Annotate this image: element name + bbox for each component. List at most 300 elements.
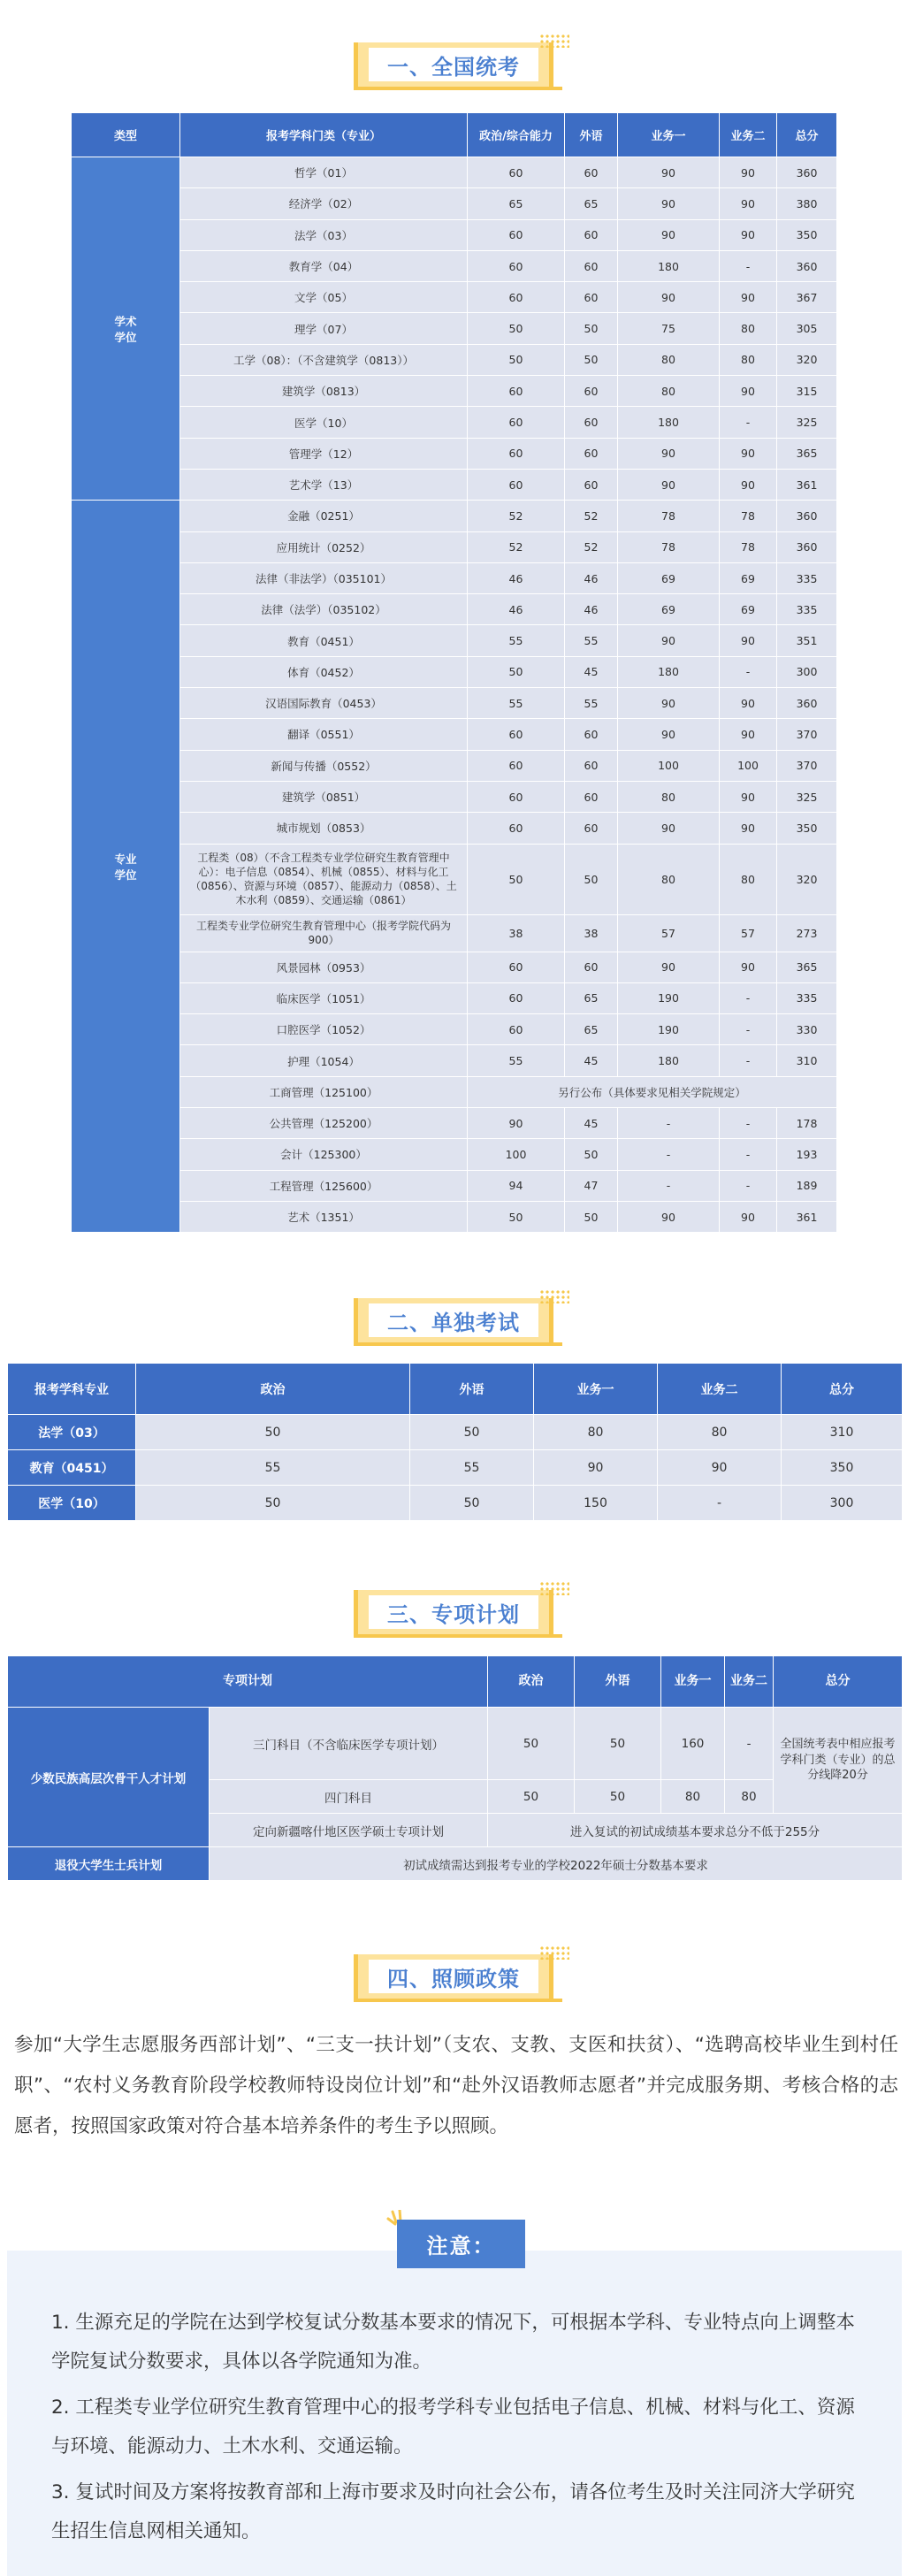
category-professional: 专业 学位 bbox=[72, 501, 180, 1233]
table-row bbox=[72, 407, 837, 438]
decor-dots-icon bbox=[539, 1581, 569, 1595]
table-cell: 60 bbox=[468, 952, 565, 982]
table-cell: 60 bbox=[565, 219, 618, 250]
table-cell: 94 bbox=[468, 1170, 565, 1201]
table-cell: 艺术学（13） bbox=[180, 469, 468, 500]
table-row bbox=[72, 594, 837, 625]
table-cell: 艺术（1351） bbox=[180, 1201, 468, 1232]
col-header: 专项计划 bbox=[8, 1656, 488, 1708]
table-cell: 330 bbox=[777, 1014, 837, 1045]
table-cell: 370 bbox=[777, 750, 837, 781]
table-cell: 325 bbox=[777, 781, 837, 812]
table-cell: 90 bbox=[720, 625, 777, 656]
table-cell: 78 bbox=[720, 501, 777, 531]
table-cell: 口腔医学（1052） bbox=[180, 1014, 468, 1045]
table-cell: 工商管理（125100） bbox=[180, 1076, 468, 1107]
table-cell: 60 bbox=[565, 750, 618, 781]
table-cell: 78 bbox=[618, 501, 720, 531]
section-title-special bbox=[354, 1581, 562, 1638]
table-cell: 310 bbox=[782, 1415, 903, 1450]
table-cell: 60 bbox=[468, 219, 565, 250]
table-cell: 300 bbox=[777, 656, 837, 687]
table-cell: - bbox=[720, 407, 777, 438]
table-cell: 55 bbox=[410, 1450, 534, 1486]
table-cell: 45 bbox=[565, 1045, 618, 1076]
table-row bbox=[72, 688, 837, 719]
table-cell: 50 bbox=[575, 1708, 661, 1780]
table-cell: 50 bbox=[565, 313, 618, 344]
table-cell: 46 bbox=[565, 594, 618, 625]
table-cell: 60 bbox=[468, 250, 565, 281]
table-cell: 380 bbox=[777, 188, 837, 219]
table-cell: 273 bbox=[777, 914, 837, 952]
table-cell: 60 bbox=[565, 719, 618, 750]
table-cell: 90 bbox=[618, 688, 720, 719]
table-cell: 315 bbox=[777, 376, 837, 407]
table-cell: 80 bbox=[720, 313, 777, 344]
table-cell: 体育（0452） bbox=[180, 656, 468, 687]
table-cell: 80 bbox=[618, 781, 720, 812]
table-cell: 55 bbox=[468, 688, 565, 719]
table-cell: 管理学（12） bbox=[180, 438, 468, 469]
table-cell: 工程管理（125600） bbox=[180, 1170, 468, 1201]
table-cell: - bbox=[720, 1170, 777, 1201]
table-cell: 教育学（04） bbox=[180, 250, 468, 281]
table-cell: 350 bbox=[777, 219, 837, 250]
table-cell: 应用统计（0252） bbox=[180, 531, 468, 562]
table-cell: 90 bbox=[720, 688, 777, 719]
col-header: 政治 bbox=[488, 1656, 575, 1708]
table-row bbox=[72, 1139, 837, 1170]
table-cell: 69 bbox=[720, 562, 777, 593]
col-header: 类型 bbox=[72, 113, 180, 157]
table-cell: 160 bbox=[661, 1708, 725, 1780]
decor-dots-icon bbox=[539, 1289, 569, 1303]
table-cell: 100 bbox=[468, 1139, 565, 1170]
table-cell: 全国统考表中相应报考学科门类（专业）的总分线降20分 bbox=[774, 1708, 903, 1814]
section-title-text: 二、单独考试 bbox=[369, 1303, 538, 1337]
table-cell: 90 bbox=[720, 188, 777, 219]
table-cell: 60 bbox=[565, 282, 618, 313]
table-cell: 90 bbox=[618, 219, 720, 250]
table-cell: 360 bbox=[777, 531, 837, 562]
table-cell: 60 bbox=[468, 1014, 565, 1045]
table-cell: 50 bbox=[565, 844, 618, 914]
table-cell: 55 bbox=[468, 625, 565, 656]
table-cell: 四门科目 bbox=[210, 1780, 488, 1814]
table-row bbox=[72, 157, 837, 188]
table-cell: 350 bbox=[782, 1450, 903, 1486]
table-row bbox=[72, 344, 837, 375]
special-plan-table bbox=[7, 1655, 903, 1881]
table-cell: 60 bbox=[468, 982, 565, 1013]
table-cell: 理学（07） bbox=[180, 313, 468, 344]
table-cell: 90 bbox=[720, 813, 777, 844]
table-cell: 90 bbox=[534, 1450, 658, 1486]
table-cell: 工学（08）：（不含建筑学（0813）） bbox=[180, 344, 468, 375]
table-cell: 进入复试的初试成绩基本要求总分不低于255分 bbox=[488, 1814, 903, 1847]
table-cell: 金融（0251） bbox=[180, 501, 468, 531]
table-cell: 90 bbox=[618, 813, 720, 844]
table-cell: 190 bbox=[618, 982, 720, 1013]
table-cell: 50 bbox=[468, 844, 565, 914]
table-cell: - bbox=[618, 1139, 720, 1170]
table-row bbox=[72, 188, 837, 219]
note-item: 2. 工程类专业学位研究生教育管理中心的报考学科专业包括电子信息、机械、材料与化工、资源与环境、能源动力、土木水利、交通运输。 bbox=[51, 2396, 855, 2458]
table-cell: 90 bbox=[618, 157, 720, 188]
table-cell: 65 bbox=[565, 982, 618, 1013]
table-row bbox=[72, 719, 837, 750]
table-cell: 90 bbox=[720, 282, 777, 313]
table-cell: 300 bbox=[782, 1486, 903, 1521]
table-cell: 50 bbox=[410, 1486, 534, 1521]
decor-dots-icon bbox=[539, 1945, 569, 1960]
table-cell: 90 bbox=[720, 219, 777, 250]
table-row bbox=[72, 250, 837, 281]
table-cell: 90 bbox=[720, 438, 777, 469]
table-cell: - bbox=[720, 1045, 777, 1076]
table-cell: 定向新疆喀什地区医学硕士专项计划 bbox=[210, 1814, 488, 1847]
table-cell: 100 bbox=[618, 750, 720, 781]
table-cell: 60 bbox=[468, 407, 565, 438]
table-cell: 60 bbox=[468, 750, 565, 781]
table-cell: 57 bbox=[720, 914, 777, 952]
table-cell: - bbox=[720, 1139, 777, 1170]
section-title-text: 四、照顾政策 bbox=[369, 1960, 538, 1993]
table-cell: 180 bbox=[618, 250, 720, 281]
table-cell: 法律（非法学）（035101） bbox=[180, 562, 468, 593]
table-cell: 90 bbox=[618, 438, 720, 469]
table-cell: 320 bbox=[777, 844, 837, 914]
section-title-national bbox=[354, 34, 562, 90]
table-cell: 哲学（01） bbox=[180, 157, 468, 188]
table-cell: 50 bbox=[468, 313, 565, 344]
table-row bbox=[72, 781, 837, 812]
table-cell: 55 bbox=[136, 1450, 410, 1486]
table-cell: 60 bbox=[565, 469, 618, 500]
table-cell: 305 bbox=[777, 313, 837, 344]
table-cell: - bbox=[618, 1170, 720, 1201]
table-cell: 90 bbox=[720, 719, 777, 750]
table-cell: 360 bbox=[777, 250, 837, 281]
table-cell: 80 bbox=[618, 376, 720, 407]
table-cell: 310 bbox=[777, 1045, 837, 1076]
table-header-row bbox=[72, 113, 837, 157]
table-cell: 教育（0451） bbox=[8, 1450, 136, 1486]
table-row bbox=[8, 1708, 903, 1780]
col-header: 外语 bbox=[575, 1656, 661, 1708]
table-cell: 50 bbox=[488, 1780, 575, 1814]
table-row bbox=[8, 1450, 903, 1486]
table-cell: 320 bbox=[777, 344, 837, 375]
col-header: 业务一 bbox=[534, 1364, 658, 1415]
table-header-row bbox=[8, 1656, 903, 1708]
table-cell: 80 bbox=[618, 844, 720, 914]
table-cell: 65 bbox=[565, 1014, 618, 1045]
table-cell: 189 bbox=[777, 1170, 837, 1201]
table-row bbox=[72, 656, 837, 687]
col-header: 业务二 bbox=[658, 1364, 782, 1415]
table-cell: 60 bbox=[565, 157, 618, 188]
section-title-text: 三、专项计划 bbox=[369, 1595, 538, 1629]
table-row bbox=[72, 1076, 837, 1107]
table-cell: 350 bbox=[777, 813, 837, 844]
table-cell: 60 bbox=[565, 250, 618, 281]
table-row bbox=[72, 531, 837, 562]
table-row bbox=[72, 438, 837, 469]
table-cell: 45 bbox=[565, 656, 618, 687]
table-cell: 会计（125300） bbox=[180, 1139, 468, 1170]
table-cell: - bbox=[720, 1014, 777, 1045]
table-cell: 69 bbox=[618, 562, 720, 593]
table-cell: 52 bbox=[468, 531, 565, 562]
table-cell: 361 bbox=[777, 469, 837, 500]
table-cell: 初试成绩需达到报考专业的学校2022年硕士分数基本要求 bbox=[210, 1847, 903, 1881]
table-cell: 46 bbox=[468, 562, 565, 593]
table-cell: 50 bbox=[565, 1201, 618, 1232]
table-cell: 52 bbox=[565, 501, 618, 531]
table-row bbox=[72, 813, 837, 844]
table-cell: 55 bbox=[565, 688, 618, 719]
table-cell: 178 bbox=[777, 1108, 837, 1139]
note-item: 1. 生源充足的学院在达到学校复试分数基本要求的情况下，可根据本学科、专业特点向上调整本学院复试分数要求，具体以各学院通知为准。 bbox=[51, 2312, 855, 2373]
table-cell: 351 bbox=[777, 625, 837, 656]
row-label: 少数民族高层次骨干人才计划 bbox=[8, 1708, 210, 1847]
national-exam-table bbox=[71, 112, 837, 1233]
table-cell: 180 bbox=[618, 407, 720, 438]
table-cell: 50 bbox=[468, 344, 565, 375]
table-cell: - bbox=[725, 1708, 774, 1780]
table-cell: 80 bbox=[658, 1415, 782, 1450]
col-header: 政治/综合能力 bbox=[468, 113, 565, 157]
table-row bbox=[72, 1170, 837, 1201]
table-cell: 60 bbox=[468, 282, 565, 313]
col-header: 业务二 bbox=[720, 113, 777, 157]
table-cell: 60 bbox=[565, 438, 618, 469]
table-cell: 360 bbox=[777, 688, 837, 719]
table-cell: 50 bbox=[136, 1486, 410, 1521]
table-cell: 医学（10） bbox=[180, 407, 468, 438]
table-cell: 法学（03） bbox=[180, 219, 468, 250]
table-cell: 90 bbox=[720, 781, 777, 812]
table-row bbox=[72, 982, 837, 1013]
table-row bbox=[72, 376, 837, 407]
table-cell: 335 bbox=[777, 594, 837, 625]
table-cell: - bbox=[720, 656, 777, 687]
table-cell: 360 bbox=[777, 501, 837, 531]
table-cell: 325 bbox=[777, 407, 837, 438]
table-cell: 90 bbox=[658, 1450, 782, 1486]
category-academic: 学术 学位 bbox=[72, 157, 180, 501]
col-header: 总分 bbox=[777, 113, 837, 157]
table-row bbox=[72, 313, 837, 344]
table-cell: 90 bbox=[720, 157, 777, 188]
table-cell: 60 bbox=[468, 719, 565, 750]
table-cell: 100 bbox=[720, 750, 777, 781]
table-row bbox=[72, 844, 837, 914]
col-header: 报考学科门类（专业） bbox=[180, 113, 468, 157]
table-cell: 汉语国际教育（0453） bbox=[180, 688, 468, 719]
table-cell: 90 bbox=[618, 952, 720, 982]
table-cell: 180 bbox=[618, 1045, 720, 1076]
table-cell: 工程类专业学位研究生教育管理中心（报考学院代码为900） bbox=[180, 914, 468, 952]
table-cell: 50 bbox=[468, 1201, 565, 1232]
table-cell: 370 bbox=[777, 719, 837, 750]
table-cell: 50 bbox=[488, 1708, 575, 1780]
table-cell: 90 bbox=[618, 1201, 720, 1232]
table-cell: - bbox=[720, 1108, 777, 1139]
table-header-row bbox=[8, 1364, 903, 1415]
table-cell: - bbox=[658, 1486, 782, 1521]
col-header: 业务一 bbox=[661, 1656, 725, 1708]
table-cell: 50 bbox=[565, 1139, 618, 1170]
table-cell: 80 bbox=[725, 1780, 774, 1814]
table-cell: 60 bbox=[565, 407, 618, 438]
table-cell: 公共管理（125200） bbox=[180, 1108, 468, 1139]
table-row bbox=[72, 1045, 837, 1076]
table-cell: 57 bbox=[618, 914, 720, 952]
table-cell: 69 bbox=[720, 594, 777, 625]
table-cell: 60 bbox=[468, 157, 565, 188]
table-cell: 75 bbox=[618, 313, 720, 344]
table-cell: 47 bbox=[565, 1170, 618, 1201]
table-cell: 工程类（08）（不含工程类专业学位研究生教育管理中心）：电子信息（0854）、机械（0855）、材料与化工（0856）、资源与环境（0857）、能源动力（0858）、土木水利（0859）、交通运输（0861） bbox=[180, 844, 468, 914]
table-cell: 193 bbox=[777, 1139, 837, 1170]
table-cell: 90 bbox=[618, 719, 720, 750]
table-cell: 60 bbox=[565, 813, 618, 844]
table-cell: 46 bbox=[468, 594, 565, 625]
table-cell: 90 bbox=[618, 188, 720, 219]
table-cell: 65 bbox=[565, 188, 618, 219]
table-cell: 60 bbox=[565, 952, 618, 982]
table-row bbox=[72, 1201, 837, 1232]
notes-list bbox=[51, 2304, 874, 2558]
table-cell: 80 bbox=[534, 1415, 658, 1450]
table-cell: 60 bbox=[468, 781, 565, 812]
col-header: 报考学科专业 bbox=[8, 1364, 136, 1415]
table-cell: 三门科目（不含临床医学专项计划） bbox=[210, 1708, 488, 1780]
table-cell: 55 bbox=[468, 1045, 565, 1076]
table-cell: 55 bbox=[565, 625, 618, 656]
table-cell: 90 bbox=[720, 1201, 777, 1232]
section-title-separate bbox=[354, 1289, 562, 1346]
table-cell: 80 bbox=[618, 344, 720, 375]
decor-dots-icon bbox=[539, 34, 569, 48]
col-header: 业务二 bbox=[725, 1656, 774, 1708]
table-cell: - bbox=[618, 1108, 720, 1139]
table-cell: 60 bbox=[565, 781, 618, 812]
table-cell: 90 bbox=[720, 952, 777, 982]
policy-text: 参加“大学生志愿服务西部计划”、“三支一扶计划”（支农、支教、支医和扶贫）、“选聘高校毕业生到村任职”、“农村义务教育阶段学校教师特设岗位计划”和“赴外汉语教师志愿者”并完成服务期、考核合格的志愿者，按照国家政策对符合基本培养条件的考生予以照顾。 bbox=[14, 2034, 898, 2137]
table-cell: 80 bbox=[720, 344, 777, 375]
table-cell: 50 bbox=[410, 1415, 534, 1450]
table-cell: 法学（03） bbox=[8, 1415, 136, 1450]
table-cell: 180 bbox=[618, 656, 720, 687]
notes-title: 注意： bbox=[397, 2220, 525, 2268]
table-cell: 50 bbox=[468, 656, 565, 687]
table-cell: 60 bbox=[468, 438, 565, 469]
table-cell: 法律（法学）（035102） bbox=[180, 594, 468, 625]
table-cell: 52 bbox=[468, 501, 565, 531]
table-row bbox=[72, 750, 837, 781]
col-header: 业务一 bbox=[618, 113, 720, 157]
table-cell: 临床医学（1051） bbox=[180, 982, 468, 1013]
table-row bbox=[72, 625, 837, 656]
table-cell: 90 bbox=[618, 469, 720, 500]
table-cell: 367 bbox=[777, 282, 837, 313]
table-cell: 新闻与传播（0552） bbox=[180, 750, 468, 781]
table-cell: - bbox=[720, 982, 777, 1013]
table-cell: 60 bbox=[468, 469, 565, 500]
table-cell: 90 bbox=[720, 376, 777, 407]
table-cell: 60 bbox=[468, 376, 565, 407]
table-cell: 另行公布（具体要求见相关学院规定） bbox=[468, 1076, 837, 1107]
table-cell: 60 bbox=[565, 376, 618, 407]
separate-exam-table bbox=[7, 1363, 903, 1521]
table-cell: 360 bbox=[777, 157, 837, 188]
table-cell: 医学（10） bbox=[8, 1486, 136, 1521]
table-row bbox=[8, 1847, 903, 1881]
table-cell: 52 bbox=[565, 531, 618, 562]
row-label: 退役大学生士兵计划 bbox=[8, 1847, 210, 1881]
table-row bbox=[72, 562, 837, 593]
note-item: 3. 复试时间及方案将按教育部和上海市要求及时向社会公布，请各位考生及时关注同济大学研究生招生信息网相关通知。 bbox=[51, 2481, 855, 2542]
table-cell: 65 bbox=[468, 188, 565, 219]
table-cell: 50 bbox=[575, 1780, 661, 1814]
table-cell: 335 bbox=[777, 562, 837, 593]
table-cell: 38 bbox=[565, 914, 618, 952]
table-cell: 翻译（0551） bbox=[180, 719, 468, 750]
table-cell: - bbox=[720, 250, 777, 281]
table-cell: 365 bbox=[777, 952, 837, 982]
table-row bbox=[8, 1415, 903, 1450]
table-cell: 城市规划（0853） bbox=[180, 813, 468, 844]
table-cell: 335 bbox=[777, 982, 837, 1013]
table-cell: 365 bbox=[777, 438, 837, 469]
table-cell: 50 bbox=[565, 344, 618, 375]
col-header: 外语 bbox=[410, 1364, 534, 1415]
table-cell: 90 bbox=[618, 625, 720, 656]
table-row bbox=[72, 219, 837, 250]
col-header: 总分 bbox=[774, 1656, 903, 1708]
table-cell: 46 bbox=[565, 562, 618, 593]
section-title-policy bbox=[354, 1945, 562, 2002]
table-cell: 经济学（02） bbox=[180, 188, 468, 219]
table-cell: 60 bbox=[468, 813, 565, 844]
table-cell: 90 bbox=[618, 282, 720, 313]
section-title-text: 一、全国统考 bbox=[369, 48, 538, 81]
table-row bbox=[72, 1108, 837, 1139]
table-cell: 69 bbox=[618, 594, 720, 625]
table-cell: 90 bbox=[468, 1108, 565, 1139]
table-row bbox=[72, 914, 837, 952]
table-cell: 建筑学（0851） bbox=[180, 781, 468, 812]
table-cell: 190 bbox=[618, 1014, 720, 1045]
table-cell: 90 bbox=[720, 469, 777, 500]
table-cell: 护理（1054） bbox=[180, 1045, 468, 1076]
table-row bbox=[72, 1014, 837, 1045]
table-cell: 45 bbox=[565, 1108, 618, 1139]
table-row bbox=[8, 1486, 903, 1521]
table-cell: 38 bbox=[468, 914, 565, 952]
col-header: 外语 bbox=[565, 113, 618, 157]
table-cell: 80 bbox=[720, 844, 777, 914]
table-cell: 文学（05） bbox=[180, 282, 468, 313]
table-cell: 风景园林（0953） bbox=[180, 952, 468, 982]
table-row bbox=[72, 501, 837, 531]
col-header: 总分 bbox=[782, 1364, 903, 1415]
table-cell: 361 bbox=[777, 1201, 837, 1232]
